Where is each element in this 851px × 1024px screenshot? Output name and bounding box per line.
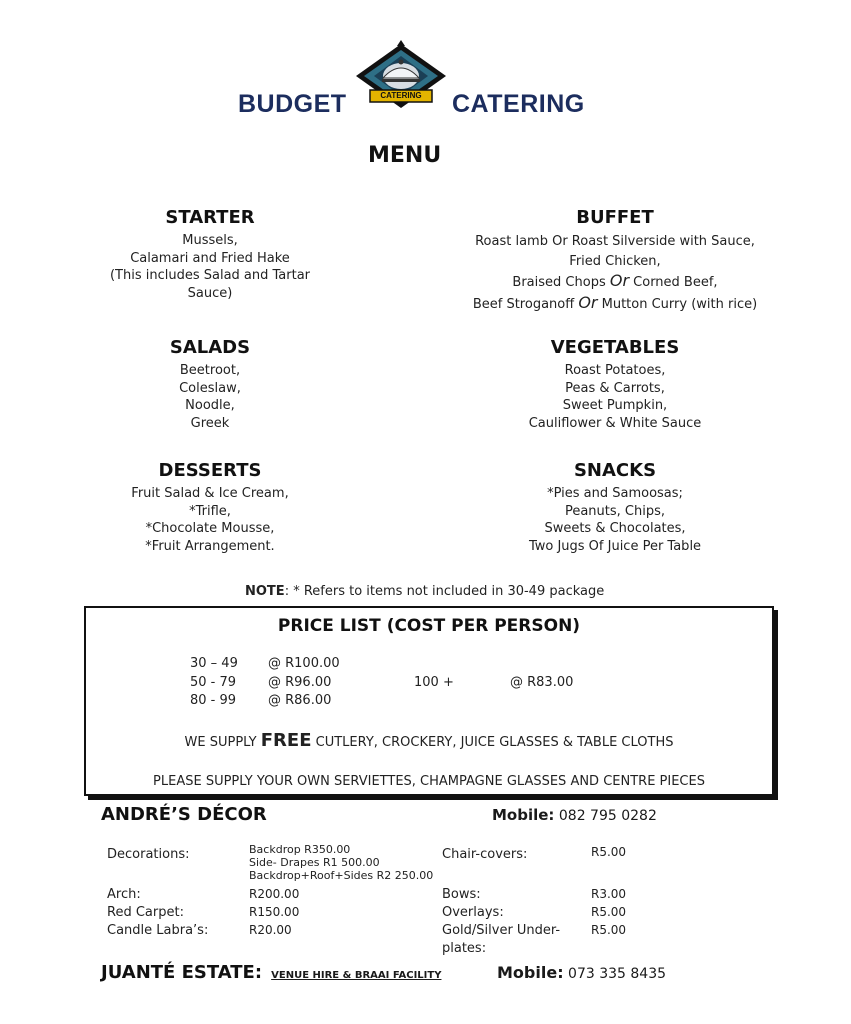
- decor-item-price: R150.00: [249, 905, 300, 919]
- decor-item-label: Candle Labra’s:: [107, 923, 209, 938]
- price-row-price: @ R100.00: [268, 656, 340, 671]
- decorations-label: Decorations:: [107, 847, 190, 862]
- mobile-number: 073 335 8435: [563, 966, 667, 982]
- decor-item-label: Overlays:: [442, 905, 504, 920]
- list-item: Coleslaw,: [179, 380, 241, 396]
- decor-title: ANDRÉ’S DÉCOR: [101, 804, 267, 825]
- mobile-number: 082 795 0282: [554, 808, 657, 824]
- estate-subtitle: VENUE HIRE & BRAAI FACILITY: [271, 970, 442, 981]
- decor-item-price: R3.00: [591, 887, 627, 901]
- or-word: Or: [609, 271, 630, 290]
- decor-item-label: Arch:: [107, 887, 141, 902]
- decor-item-price: R5.00: [591, 923, 627, 937]
- salads-title: SALADS: [169, 337, 251, 358]
- mobile-label: Mobile:: [497, 963, 564, 982]
- price-row-range: 80 - 99: [190, 693, 237, 708]
- price-extra-range: 100 +: [414, 675, 454, 690]
- decorations-list: [249, 843, 433, 882]
- supply-text: CUTLERY, CROCKERY, JUICE GLASSES & TABLE CLOTHS: [311, 735, 674, 750]
- mobile-label: Mobile:: [492, 806, 555, 824]
- list-item: Two Jugs Of Juice Per Table: [528, 538, 702, 554]
- list-item: Mussels,: [182, 233, 238, 248]
- price-row-range: 50 - 79: [190, 675, 237, 690]
- or-word: Or: [578, 292, 598, 312]
- free-supply-line: [86, 730, 772, 751]
- brand-left: BUDGET: [238, 90, 347, 118]
- desserts-title: DESSERTS: [158, 460, 262, 481]
- price-list-title: PRICE LIST (COST PER PERSON): [277, 616, 581, 636]
- supply-text: WE SUPPLY: [184, 735, 261, 750]
- vegetables-items: [455, 362, 775, 432]
- list-item-part: Corned Beef,: [629, 275, 718, 290]
- decor-item-price: R5.00: [591, 845, 627, 859]
- decor-item-label: Chair-covers:: [442, 847, 528, 862]
- list-item: *Fruit Arrangement.: [145, 538, 275, 554]
- price-row-range: 30 – 49: [190, 656, 238, 671]
- buffet-title: BUFFET: [576, 207, 654, 228]
- starter-items: [80, 232, 340, 302]
- list-item: Fried Chicken,: [569, 253, 661, 269]
- list-item: [455, 271, 775, 293]
- catering-logo-icon: [352, 40, 450, 110]
- list-item: Noodle,: [185, 398, 235, 413]
- vegetables-title: VEGETABLES: [550, 337, 680, 358]
- estate-mobile: [497, 963, 666, 982]
- note-line: [245, 584, 604, 599]
- list-item: Calamari and Fried Hake: [130, 250, 290, 266]
- estate-line: [101, 962, 441, 983]
- list-item-part: Beef Stroganoff: [472, 296, 579, 312]
- list-item: Side- Drapes R1 500.00: [249, 856, 380, 869]
- decor-item-label: Bows:: [442, 887, 481, 902]
- list-item: Sweets & Chocolates,: [544, 521, 686, 536]
- list-item: (This includes Salad and Tartar: [109, 268, 311, 283]
- list-item: Sauce): [187, 285, 233, 301]
- estate-title: JUANTÉ ESTATE:: [101, 962, 263, 983]
- list-item: Backdrop R350.00: [249, 843, 351, 856]
- decor-mobile: [492, 806, 657, 824]
- note-label: NOTE: [245, 584, 285, 599]
- list-item: Sweet Pumpkin,: [562, 398, 668, 413]
- logo-label: CATERING: [380, 91, 422, 100]
- list-item: Roast lamb Or Roast Silverside with Sauce,: [475, 234, 755, 249]
- menu-title: MENU: [368, 143, 442, 168]
- list-item: *Chocolate Mousse,: [145, 521, 275, 536]
- decor-item-price: R200.00: [249, 887, 300, 901]
- decor-item-price: R5.00: [591, 905, 627, 919]
- list-item: Cauliflower & White Sauce: [528, 415, 702, 431]
- list-item: Beetroot,: [179, 363, 241, 378]
- decor-item-label-cont: plates:: [442, 941, 487, 956]
- decor-item-label: Gold/Silver Under-: [442, 923, 561, 938]
- list-item: Fruit Salad & Ice Cream,: [131, 486, 289, 501]
- list-item-part: Mutton Curry (with rice): [597, 296, 758, 312]
- list-item-part: Braised Chops: [512, 275, 610, 290]
- list-item: [455, 293, 775, 315]
- desserts-items: [80, 485, 340, 555]
- list-item: Greek: [190, 415, 230, 431]
- list-item: *Pies and Samoosas;: [547, 486, 683, 501]
- price-row-price: @ R96.00: [268, 675, 332, 690]
- snacks-title: SNACKS: [573, 460, 657, 481]
- list-item: Peanuts, Chips,: [564, 503, 666, 519]
- decor-item-price: R20.00: [249, 923, 292, 937]
- price-extra-price: @ R83.00: [510, 675, 574, 690]
- please-supply-line: PLEASE SUPPLY YOUR OWN SERVIETTES, CHAMPAGNE GLASSES AND CENTRE PIECES: [153, 774, 705, 789]
- brand-right: CATERING: [452, 90, 585, 118]
- list-item: *Trifle,: [189, 503, 231, 519]
- price-list-box: [84, 606, 774, 796]
- list-item: Roast Potatoes,: [564, 363, 666, 378]
- snacks-items: [455, 485, 775, 555]
- buffet-items: [455, 232, 775, 314]
- price-row-price: @ R86.00: [268, 693, 332, 708]
- starter-title: STARTER: [165, 207, 255, 228]
- note-text: : * Refers to items not included in 30-49 package: [284, 584, 605, 599]
- list-item: Backdrop+Roof+Sides R2 250.00: [249, 869, 434, 882]
- list-item: Peas & Carrots,: [565, 380, 665, 396]
- free-word: FREE: [260, 730, 312, 751]
- decor-item-label: Red Carpet:: [107, 905, 184, 920]
- salads-items: [80, 362, 340, 432]
